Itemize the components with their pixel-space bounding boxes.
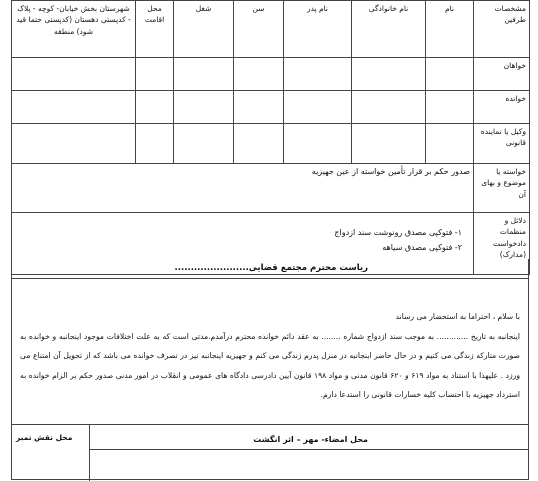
cell[interactable] bbox=[426, 91, 474, 124]
header-address: شهرستان بخش خیابان- کوچه - پلاک - کدپستی دهستان (کدپستی حتما قید شود) منطقه bbox=[12, 1, 136, 58]
row-plaintiff: خواهان bbox=[474, 58, 530, 91]
addressee-text: ریاست محترم مجتمع قضایی....................... bbox=[174, 263, 368, 273]
cell[interactable] bbox=[284, 124, 352, 164]
cell[interactable] bbox=[426, 58, 474, 91]
cell[interactable] bbox=[174, 58, 234, 91]
cell[interactable] bbox=[234, 58, 284, 91]
body-paragraph: اینجانبه به تاریخ ............. به موجب سند ازدواج شماره ........ به عقد دائم خوانده محترم درآمدم.مدتی است که به علت اختلافات موجود اینجانبه و خوانده به صورت متارکه زندگی می کنیم و در حال حاضر اینجانبه در منزل پدرم زندگی می کنم و جهیزیه اینجانبه نیز در تصرف خوانده می باشد که از تحویل آن امتناع می ورزد . علیهذا با استناد به مواد ۶۱۹ و ۶۲۰ قانون مدنی و مواد ۱۹۸ قانون آیین دادرسی دادگاه های عمومی و انقلاب در امور مدنی صدور حکم بر الزام خوانده به استرداد جهیزیه با احتساب کلیه خسارات قانونی را استدعا دارم. bbox=[20, 331, 520, 399]
header-family: نام خانوادگی bbox=[352, 1, 426, 58]
evidence-label: دلائل و منظمات دادخواست (مدارک) bbox=[474, 213, 530, 275]
evidence-item: ۲- فتوکپی مصدق سیاهه bbox=[382, 243, 462, 252]
row-defendant: خوانده bbox=[474, 91, 530, 124]
signature-row bbox=[11, 424, 529, 480]
row-lawyer: وکیل یا نماینده قانونی bbox=[474, 124, 530, 164]
petition-body bbox=[11, 279, 529, 424]
header-job: شغل bbox=[174, 1, 234, 58]
header-name: نام bbox=[426, 1, 474, 58]
cell[interactable] bbox=[426, 124, 474, 164]
header-parties: مشخصات طرفین bbox=[474, 1, 530, 58]
cell[interactable] bbox=[12, 91, 136, 124]
addressee-bar bbox=[11, 259, 529, 279]
cell[interactable] bbox=[136, 124, 174, 164]
parties-table bbox=[11, 0, 530, 275]
cell[interactable] bbox=[352, 91, 426, 124]
signature-label: محل امضاء- مهر – اثر انگشت bbox=[253, 435, 368, 444]
stamp-label: محل نقش تمبر bbox=[16, 433, 73, 442]
header-residence: محل اقامت bbox=[136, 1, 174, 58]
cell[interactable] bbox=[12, 124, 136, 164]
header-age: سن bbox=[234, 1, 284, 58]
cell[interactable] bbox=[284, 58, 352, 91]
stamp-box bbox=[12, 425, 90, 481]
cell[interactable] bbox=[174, 91, 234, 124]
request-text: صدور حکم بر قرار تأمین خواسته از عین جهیزیه bbox=[12, 164, 474, 213]
cell[interactable] bbox=[234, 124, 284, 164]
cell[interactable] bbox=[234, 91, 284, 124]
cell[interactable] bbox=[136, 58, 174, 91]
cell[interactable] bbox=[136, 91, 174, 124]
evidence-item: ۱- فتوکپی مصدق رونوشت سند ازدواج bbox=[334, 228, 462, 237]
greeting: با سلام ، احتراما به استحضار می رساند bbox=[395, 312, 520, 321]
cell[interactable] bbox=[352, 124, 426, 164]
cell[interactable] bbox=[174, 124, 234, 164]
request-label: خواسته یا موضوع و بهای آن bbox=[474, 164, 530, 213]
cell[interactable] bbox=[284, 91, 352, 124]
signature-line bbox=[90, 449, 528, 450]
header-father: نام پدر bbox=[284, 1, 352, 58]
cell[interactable] bbox=[12, 58, 136, 91]
cell[interactable] bbox=[352, 58, 426, 91]
